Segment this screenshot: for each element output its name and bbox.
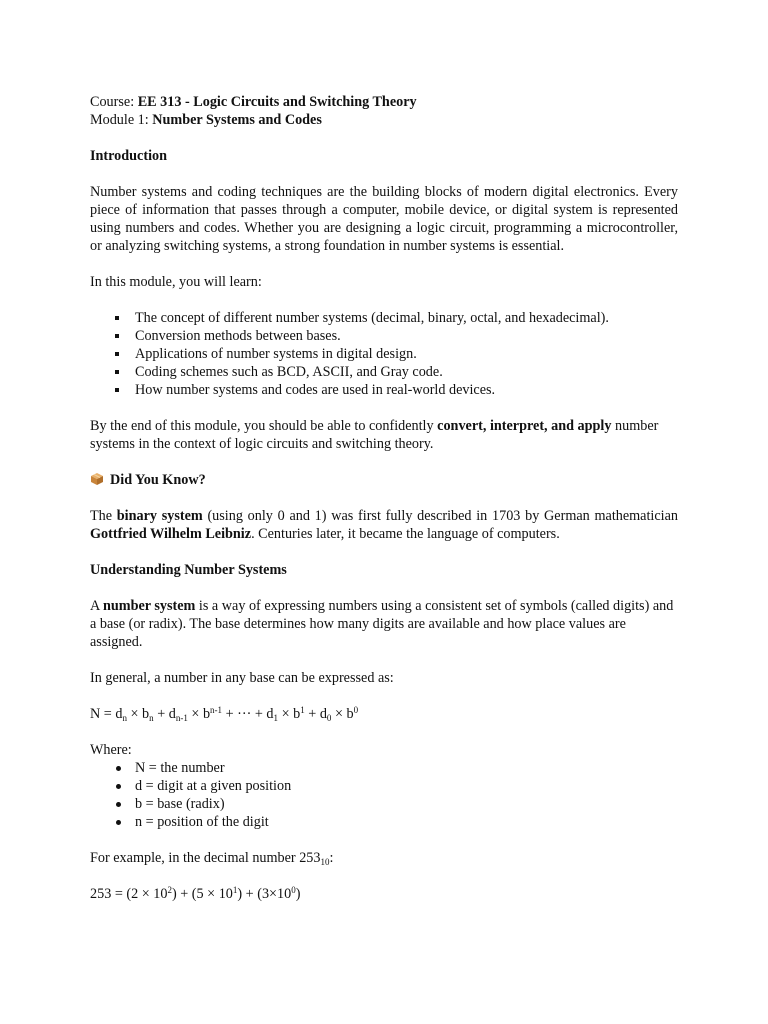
module-label: Module 1:: [90, 112, 153, 128]
outcome-emphasis: convert, interpret, and apply: [437, 418, 612, 434]
course-label: Course:: [90, 94, 138, 110]
general-lead: In general, a number in any base can be expressed as:: [90, 670, 394, 686]
intro-paragraph: Number systems and coding techniques are the building blocks of modern digital electronics. Every piece of information that passes through a computer, mobile device, or digital system is represented using numbers and codes. Whether you are designing a logic circuit, programming a microcontroller, or analyzing switching systems, a strong foundation in number systems is essential.: [90, 184, 678, 254]
list-item: b = base (radix): [90, 795, 678, 813]
number-system-definition: A number system is a way of expressing numbers using a consistent set of symbols (called digits) and a base (or radix). The base determines how many digits are available and how place values are assigned.: [90, 598, 674, 650]
document-body: [90, 93, 678, 921]
example-formula: $253 = (2 \times 10^2) + (5 \times 10^1) + (3\times 10^0)$: [90, 885, 301, 902]
learn-lead: In this module, you will learn:: [90, 274, 262, 290]
list-item: Applications of number systems in digital design.: [90, 345, 678, 363]
list-item: d = digit at a given position: [90, 777, 678, 795]
course-title: EE 313 - Logic Circuits and Switching Theory: [137, 94, 417, 110]
module-line: [90, 111, 678, 129]
list-item: Coding schemes such as BCD, ASCII, and Gray code.: [90, 363, 678, 381]
module-title: Number Systems and Codes: [152, 112, 322, 128]
outcome-paragraph: By the end of this module, you should be able to confidently convert, interpret, and apply number systems in the context of logic circuits and switching theory.: [90, 418, 659, 452]
list-item: Conversion methods between bases.: [90, 327, 678, 345]
learn-list: [90, 309, 678, 399]
intro-heading: Introduction: [90, 148, 167, 164]
list-item: The concept of different number systems (decimal, binary, octal, and hexadecimal).: [90, 309, 678, 327]
understanding-heading: Understanding Number Systems: [90, 562, 287, 578]
where-list: [90, 759, 678, 831]
course-line: [90, 93, 678, 111]
list-item: N = the number: [90, 759, 678, 777]
did-you-know-paragraph: The binary system (using only 0 and 1) was first fully described in 1703 by German mathematician Gottfried Wilhelm Leibniz. Centuries later, it became the language of computers.: [90, 508, 678, 542]
box-icon: [90, 472, 104, 486]
where-label: Where:: [90, 742, 132, 758]
example-lead: For example, in the decimal number $253_{10}$:: [90, 850, 334, 867]
list-item: n = position of the digit: [90, 813, 678, 831]
list-item: How number systems and codes are used in real-world devices.: [90, 381, 678, 399]
general-formula: $N = d_n \times b_n + d_{n-1} \times b^{n-1}$ + ··· + $d_1 \times b^1 + d_0 \times b^0$: [90, 705, 359, 723]
did-you-know-heading: Did You Know?: [90, 471, 678, 489]
